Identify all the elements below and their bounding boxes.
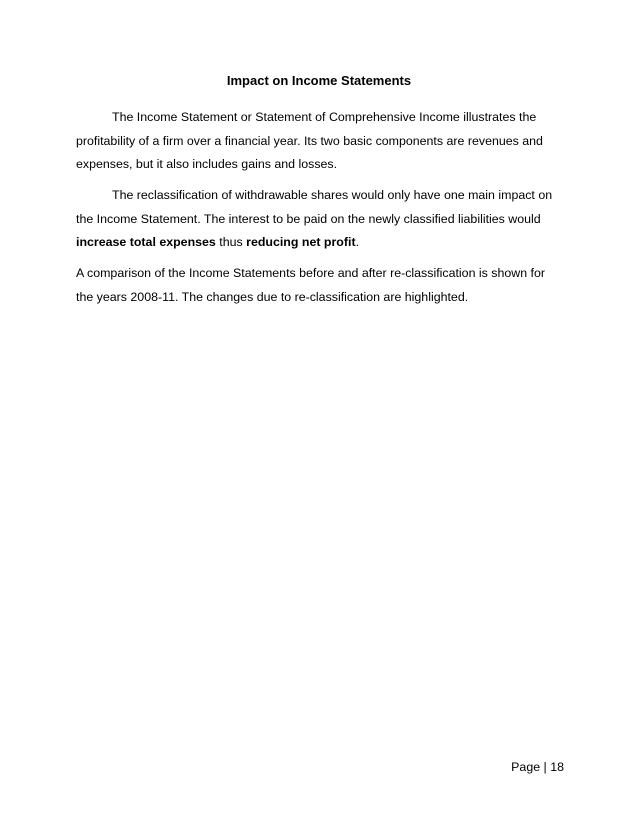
paragraph-2-text-b: thus <box>215 235 247 249</box>
paragraph-2-bold-increase-total-expenses: increase total expenses <box>76 235 216 249</box>
paragraph-3-text: A comparison of the Income Statements before and after re-classification is shown for the years 2008-11. The changes due to re-classification are highlighted. <box>76 266 546 304</box>
section-title: Impact on Income Statements <box>226 73 412 88</box>
paragraph-income-statement-definition <box>76 106 562 177</box>
page-number: Page | 18 <box>511 760 564 774</box>
paragraph-2-text-a: The reclassification of withdrawable shares would only have one main impact on the Income Statement. The interest to be paid on the newly classified liabilities would <box>76 188 553 226</box>
paragraph-2-text-c: . <box>355 235 360 249</box>
paragraph-reclassification-impact <box>76 184 562 255</box>
paragraph-comparison-note <box>76 262 562 309</box>
paragraph-1-text: The Income Statement or Statement of Comprehensive Income illustrates the profitability of a firm over a financial year. Its two basic components are revenues and expenses, but it also includes gains and losses. <box>76 110 543 171</box>
paragraph-2-bold-reducing-net-profit: reducing net profit <box>246 235 356 249</box>
